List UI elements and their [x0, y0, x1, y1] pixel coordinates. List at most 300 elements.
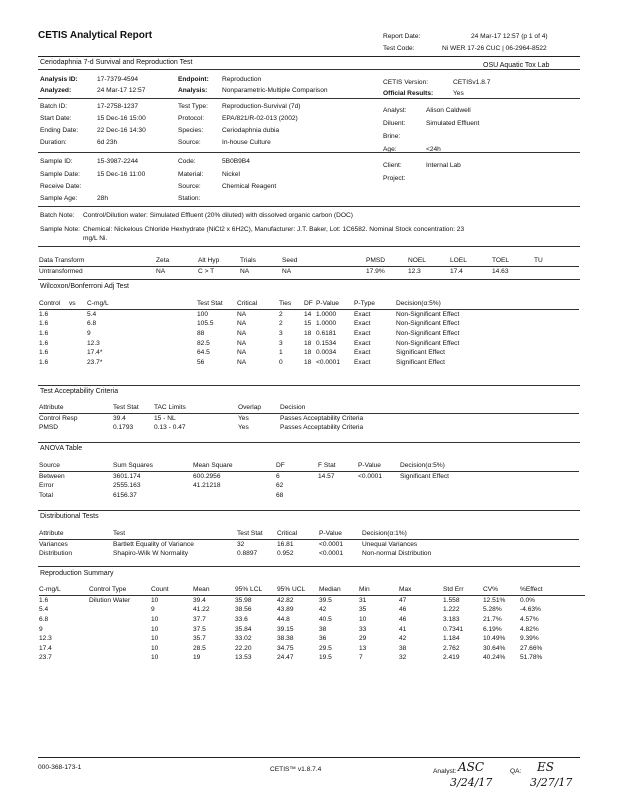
table-cell: 4.82% [520, 625, 539, 633]
table-row [39, 358, 579, 368]
transform-header: Trials [240, 257, 256, 265]
table-cell: 10 [151, 616, 159, 624]
analysis-id-value: 17-7379-4594 [97, 76, 139, 83]
anova-title: ANOVA Table [40, 445, 83, 452]
table-cell: 6156.37 [113, 492, 137, 500]
table-cell [69, 338, 87, 348]
summary-header: Mean [193, 586, 210, 594]
cetis-version-value: CETISv1.8.7 [453, 79, 491, 86]
transform-header: TOEL [492, 257, 510, 265]
table-cell: 1.6 [39, 310, 49, 318]
table-cell: 29.5 [319, 644, 332, 652]
summary-header: %Effect [520, 586, 543, 594]
table-cell: 1.6 [39, 339, 49, 347]
table-cell [193, 491, 276, 501]
table-cell: NA [237, 358, 247, 366]
batch-id-label: Batch ID: [40, 103, 68, 110]
table-cell: 2 [279, 320, 283, 328]
table-cell: Shapiro-Wilk W Normality [113, 550, 189, 558]
summary-header: C-mg/L [39, 586, 61, 594]
table-cell: Dilution Water [89, 596, 131, 604]
table-row [39, 595, 585, 605]
table-cell [89, 605, 151, 615]
table-cell: 2555.163 [113, 482, 141, 490]
table-cell: 1.0000 [316, 310, 337, 318]
table-cell: PMSD [39, 424, 59, 432]
wilcoxon-header: P-Type [354, 300, 375, 308]
table-cell: Bartlett Equality of Variance [113, 540, 194, 548]
table-cell: 39.15 [277, 625, 294, 633]
table-cell: 46 [399, 616, 407, 624]
table-row [39, 605, 585, 615]
acceptability-title: Test Acceptability Criteria [40, 388, 119, 395]
transform-cell: 17.4 [450, 267, 463, 275]
endpoint-label: Endpoint: [178, 76, 209, 83]
sample-date-label: Sample Date: [40, 171, 80, 178]
distribution-header: P-Value [319, 530, 342, 538]
table-cell: 46 [399, 606, 407, 614]
transform-header: LOEL [450, 257, 467, 265]
qa-signature: ES [537, 760, 554, 774]
acceptability-header: TAC Limits [154, 404, 186, 412]
anova-header: P-Value [358, 462, 381, 470]
table-cell: <0.0001 [319, 540, 344, 548]
table-cell: 100 [197, 310, 209, 318]
table-cell: 2.762 [443, 644, 460, 652]
table-cell: 3601.174 [113, 472, 141, 480]
test-type-label: Test Type: [178, 103, 208, 110]
summary-title: Reproduction Summary [40, 570, 114, 577]
summary-header: Min [359, 586, 370, 594]
code-label: Code: [178, 158, 196, 165]
batch-note-text: Control/Dilution water: Simulated Effluent (20% diluted) with dissolved organic carbon (DOC) [83, 212, 353, 219]
table-cell: 5.4 [87, 310, 97, 318]
table-cell [89, 624, 151, 634]
table-cell: 1.6 [39, 320, 49, 328]
sample-source-value: Chemical Reagent [222, 183, 277, 190]
table-row [39, 338, 579, 348]
table-cell: Non-Significant Effect [396, 339, 460, 347]
table-cell: 0.0% [520, 596, 536, 604]
table-cell: Between [39, 472, 65, 480]
table-cell: 29 [359, 635, 367, 643]
table-cell: 43.89 [277, 606, 294, 614]
protocol-label: Protocol: [178, 115, 205, 122]
table-cell: 6.8 [87, 320, 97, 328]
table-cell: 22.20 [235, 644, 252, 652]
table-cell [400, 481, 579, 491]
table-cell: 14.57 [318, 472, 335, 480]
analysis-id-label: Analysis ID: [40, 76, 78, 83]
table-cell: 0.952 [277, 550, 294, 558]
table-cell: 42 [319, 606, 327, 614]
transform-cell: NA [156, 267, 166, 275]
wilcoxon-header: Test Stat [197, 300, 223, 308]
report-date-label: Report Date: [383, 33, 421, 40]
table-cell: 32 [237, 540, 245, 548]
table-row [39, 481, 579, 491]
table-cell: 1.6 [39, 349, 49, 357]
table-cell: 35.98 [235, 596, 252, 604]
table-cell: 38.38 [277, 635, 294, 643]
table-cell: 40.24% [483, 654, 506, 662]
table-cell: Passes Acceptability Criteria [280, 424, 364, 432]
endpoint-value: Reproduction [222, 76, 262, 83]
table-cell: 3 [279, 330, 283, 338]
table-cell: 35.84 [235, 625, 252, 633]
table-cell: 1.6 [39, 596, 49, 604]
analyst-label: Analyst: [383, 107, 407, 114]
table-cell: 39.5 [319, 596, 332, 604]
table-cell: Exact [354, 349, 371, 357]
table-cell: <0.0001 [319, 550, 344, 558]
table-cell: 34.75 [277, 644, 294, 652]
sample-note-text-1: Chemical: Nickelous Chloride Hexhydrate (NiCl2 x 6H2C), Manufacturer: J.T. Baker, Lot: 1C6582. Nominal Stock concentration: 23 [83, 226, 465, 233]
table-row [39, 413, 579, 423]
transform-cell: NA [240, 267, 250, 275]
table-cell [204, 413, 238, 423]
wilcoxon-table [39, 299, 579, 367]
table-cell: NA [237, 310, 247, 318]
transform-header: NOEL [408, 257, 426, 265]
wilcoxon-header: Ties [279, 300, 292, 308]
table-cell: Control Resp [39, 414, 78, 422]
analyzed-label: Analyzed: [40, 87, 72, 94]
table-cell: 88 [197, 330, 205, 338]
sample-id-label: Sample ID: [40, 158, 73, 165]
table-cell: 10 [151, 644, 159, 652]
analyst-signature-date: 3/24/17 [450, 776, 493, 789]
table-cell: 41 [399, 625, 407, 633]
distribution-header: Test Stat [237, 530, 263, 538]
table-row [39, 653, 585, 663]
official-results-value: Yes [453, 90, 464, 97]
qa-signature-date: 3/27/17 [530, 776, 573, 789]
sample-note-text-2: mg/L Ni. [83, 235, 108, 242]
table-row [39, 329, 579, 339]
sample-date-value: 15 Dec-16 11:00 [97, 171, 146, 178]
start-date-value: 15 Dec-16 15:00 [97, 115, 146, 122]
wilcoxon-header: Critical [237, 300, 258, 308]
table-cell [358, 481, 400, 491]
sample-note-label: Sample Note: [40, 226, 80, 233]
test-code-value: Ni WER 17-26 CUC | 06-2964-8522 [442, 45, 547, 52]
transform-cell: 14.63 [492, 267, 509, 275]
table-cell: 64.5 [197, 349, 210, 357]
table-cell: 13.53 [235, 654, 252, 662]
distribution-title: Distributional Tests [40, 513, 99, 520]
table-cell: <0.0001 [316, 358, 341, 366]
table-cell [89, 653, 151, 663]
table-cell: <0.0001 [358, 472, 383, 480]
species-value: Ceriodaphnia dubia [222, 127, 280, 134]
acceptability-header: Attribute [39, 404, 64, 412]
duration-label: Duration: [40, 139, 67, 146]
acceptability-header: Decision [280, 404, 306, 412]
qa-signature-label: QA: [510, 768, 522, 775]
batch-note-label: Batch Note: [40, 212, 75, 219]
analysis-label: Analysis: [178, 87, 208, 94]
table-cell [89, 615, 151, 625]
table-cell: Error [39, 482, 54, 490]
analyzed-value: 24 Mar-17 12:57 [97, 87, 146, 94]
table-cell: 23.7 [39, 654, 52, 662]
sample-id-value: 15-3987-2244 [97, 158, 139, 165]
table-cell: 18 [304, 339, 312, 347]
table-cell: Significant Effect [396, 358, 445, 366]
table-cell [358, 491, 400, 501]
table-cell [89, 644, 151, 654]
report-date-value: 24 Mar-17 12:57 (p 1 of 4) [471, 33, 548, 40]
table-cell [69, 348, 87, 358]
transform-cell: Untransformed [39, 267, 83, 275]
table-cell: 27.66% [520, 644, 543, 652]
station-label: Station: [178, 195, 201, 202]
table-cell [204, 423, 238, 433]
summary-table [39, 585, 585, 663]
table-cell: 0.1534 [316, 339, 337, 347]
table-row [39, 423, 579, 433]
table-cell: 47 [399, 596, 407, 604]
table-cell: Non-Significant Effect [396, 310, 460, 318]
lab-name: OSU Aquatic Tox Lab [483, 62, 550, 69]
table-cell: Significant Effect [400, 472, 449, 480]
table-cell [69, 329, 87, 339]
wilcoxon-header: vs [69, 300, 76, 308]
acceptability-header: Test Stat [113, 404, 139, 412]
table-cell: NA [237, 330, 247, 338]
table-cell: 15 [304, 320, 312, 328]
table-cell [318, 481, 358, 491]
table-cell: 37.7 [193, 616, 206, 624]
table-cell: Yes [238, 424, 249, 432]
wilcoxon-header: P-Value [316, 300, 339, 308]
table-cell: 3.183 [443, 616, 460, 624]
table-cell: Exact [354, 339, 371, 347]
report-title: CETIS Analytical Report [38, 30, 153, 41]
table-cell [69, 309, 87, 319]
table-cell: 0.13 - 0.47 [154, 424, 186, 432]
transform-cell: NA [282, 267, 292, 275]
table-cell: 9 [39, 625, 43, 633]
table-cell: 31 [359, 596, 367, 604]
table-cell: Exact [354, 358, 371, 366]
client-value: Internal Lab [426, 162, 461, 169]
table-cell: 10 [151, 654, 159, 662]
summary-header: Control Type [89, 586, 127, 594]
table-cell: 5.4 [39, 606, 49, 614]
table-cell: 39.4 [113, 414, 126, 422]
summary-header: Std Err [443, 586, 464, 594]
summary-header: 95% UCL [277, 586, 306, 594]
table-cell: 19 [193, 654, 201, 662]
source-value: In-house Culture [222, 139, 271, 146]
table-cell: 6 [276, 472, 280, 480]
project-label: Project: [383, 175, 406, 182]
start-date-label: Start Date: [40, 115, 72, 122]
table-cell: Total [39, 492, 53, 500]
transform-header [324, 256, 366, 266]
material-label: Material: [178, 171, 204, 178]
diluent-value: Simulated Effluent [426, 120, 480, 127]
table-cell: 39.4 [193, 596, 206, 604]
anova-header: Decision(α:5%) [400, 462, 445, 470]
distribution-header: Test [113, 530, 126, 538]
table-cell: 9.39% [520, 635, 539, 643]
table-cell: 19.5 [319, 654, 332, 662]
table-row [39, 634, 585, 644]
table-cell: Non-Significant Effect [396, 320, 460, 328]
material-value: Nickel [222, 171, 240, 178]
table-cell: Non-normal Distribution [362, 550, 432, 558]
wilcoxon-header: Decision(α:5%) [396, 300, 441, 308]
table-cell: 0 [279, 358, 283, 366]
cetis-version-label: CETIS Version: [383, 79, 429, 86]
wilcoxon-header: DF [304, 300, 313, 308]
analyst-signature-label: Analyst: [433, 768, 457, 775]
protocol-value: EPA/821/R-02-013 (2002) [222, 115, 298, 122]
table-cell: 9 [151, 606, 155, 614]
table-cell: Non-Significant Effect [396, 330, 460, 338]
table-cell: 51.78% [520, 654, 543, 662]
summary-header: Median [319, 586, 341, 594]
distribution-header: Decision(α:1%) [362, 530, 407, 538]
age-value: <24h [426, 146, 441, 153]
anova-header: F Stat [318, 462, 336, 470]
anova-header: DF [276, 462, 285, 470]
table-cell: 37.5 [193, 625, 206, 633]
table-cell: 82.5 [197, 339, 210, 347]
table-cell: 68 [276, 492, 284, 500]
table-cell: 0.1793 [113, 424, 134, 432]
table-cell: 600.2956 [193, 472, 221, 480]
table-cell: 36 [319, 635, 327, 643]
table-cell: Significant Effect [396, 349, 445, 357]
table-cell: 35.7 [193, 635, 206, 643]
table-row [39, 615, 585, 625]
table-cell: 28.5 [193, 644, 206, 652]
table-cell: 17.4* [87, 349, 103, 357]
table-cell: 12.51% [483, 596, 506, 604]
transform-header: Seed [282, 257, 298, 265]
table-cell: 4.57% [520, 616, 539, 624]
table-cell: 15 - NL [154, 414, 176, 422]
table-cell: 2.419 [443, 654, 460, 662]
table-cell: 1.6 [39, 358, 49, 366]
table-cell: 30.64% [483, 644, 506, 652]
table-cell: Variances [39, 540, 68, 548]
test-code-label: Test Code: [383, 45, 415, 52]
transform-header: Zeta [156, 257, 170, 265]
summary-header: Max [399, 586, 412, 594]
footer-doc-id: 000-368-173-1 [38, 764, 82, 771]
table-cell: -4.63% [520, 606, 541, 614]
table-row [39, 549, 579, 559]
table-cell: 56 [197, 358, 205, 366]
table-cell: 38 [319, 625, 327, 633]
table-cell: 7 [359, 654, 363, 662]
table-cell: 12.3 [39, 635, 52, 643]
table-cell: Passes Acceptability Criteria [280, 414, 364, 422]
ending-date-value: 22 Dec-16 14:30 [97, 127, 146, 134]
batch-id-value: 17-2758-1237 [97, 103, 139, 110]
table-cell: 33.6 [235, 616, 248, 624]
table-row [39, 539, 579, 549]
table-cell: 3 [279, 339, 283, 347]
table-cell: 14 [304, 310, 312, 318]
table-cell: 9 [87, 330, 91, 338]
table-cell [318, 491, 358, 501]
table-cell [89, 634, 151, 644]
anova-header: Sum Squares [113, 462, 153, 470]
table-row [39, 471, 579, 481]
anova-table [39, 461, 579, 500]
acceptability-table [39, 403, 579, 433]
table-cell: 10.49% [483, 635, 506, 643]
table-cell: 42.82 [277, 596, 294, 604]
analyst-signature: ASC [458, 760, 485, 774]
table-cell: 21.7% [483, 616, 502, 624]
table-cell [400, 491, 579, 501]
table-cell: 1.0000 [316, 320, 337, 328]
table-row [39, 348, 579, 358]
table-cell: 2 [279, 310, 283, 318]
table-cell: Exact [354, 320, 371, 328]
sample-source-label: Source: [178, 183, 201, 190]
transform-header: TU [534, 257, 543, 265]
table-cell: 10 [151, 596, 159, 604]
transform-table [39, 256, 579, 276]
table-cell: Yes [238, 414, 249, 422]
table-cell: 18 [304, 330, 312, 338]
table-cell: 18 [304, 349, 312, 357]
official-results-label: Official Results: [383, 90, 434, 97]
transform-cell: C > T [198, 267, 215, 275]
diluent-label: Diluent: [383, 120, 406, 127]
table-cell: Exact [354, 310, 371, 318]
table-cell: 24.47 [277, 654, 294, 662]
code-value: 5B0B9B4 [222, 158, 250, 165]
acceptability-header [204, 403, 238, 413]
acceptability-header: Overlap [238, 404, 262, 412]
summary-header: 95% LCL [235, 586, 263, 594]
wilcoxon-header: C-mg/L [87, 300, 109, 308]
summary-header: CV% [483, 586, 499, 594]
table-row [39, 491, 579, 501]
age-label: Age: [383, 146, 397, 153]
table-cell: 0.8897 [237, 550, 258, 558]
anova-header: Mean Square [193, 462, 233, 470]
table-cell [69, 358, 87, 368]
table-cell: 33 [359, 625, 367, 633]
transform-header: Data Transform [39, 257, 85, 265]
table-cell: 16.81 [277, 540, 294, 548]
table-cell: 0.0034 [316, 349, 337, 357]
summary-header: Count [151, 586, 169, 594]
table-cell: NA [237, 339, 247, 347]
table-cell: NA [237, 349, 247, 357]
table-cell: 42 [399, 635, 407, 643]
duration-value: 6d 23h [97, 139, 118, 146]
wilcoxon-header: Control [39, 300, 61, 308]
table-cell: 62 [276, 482, 284, 490]
table-cell: 5.28% [483, 606, 502, 614]
analyst-value: Alison Caldwell [426, 107, 471, 114]
table-cell [69, 319, 87, 329]
table-cell: 105.5 [197, 320, 214, 328]
table-cell: 32 [399, 654, 407, 662]
anova-header: Source [39, 462, 60, 470]
